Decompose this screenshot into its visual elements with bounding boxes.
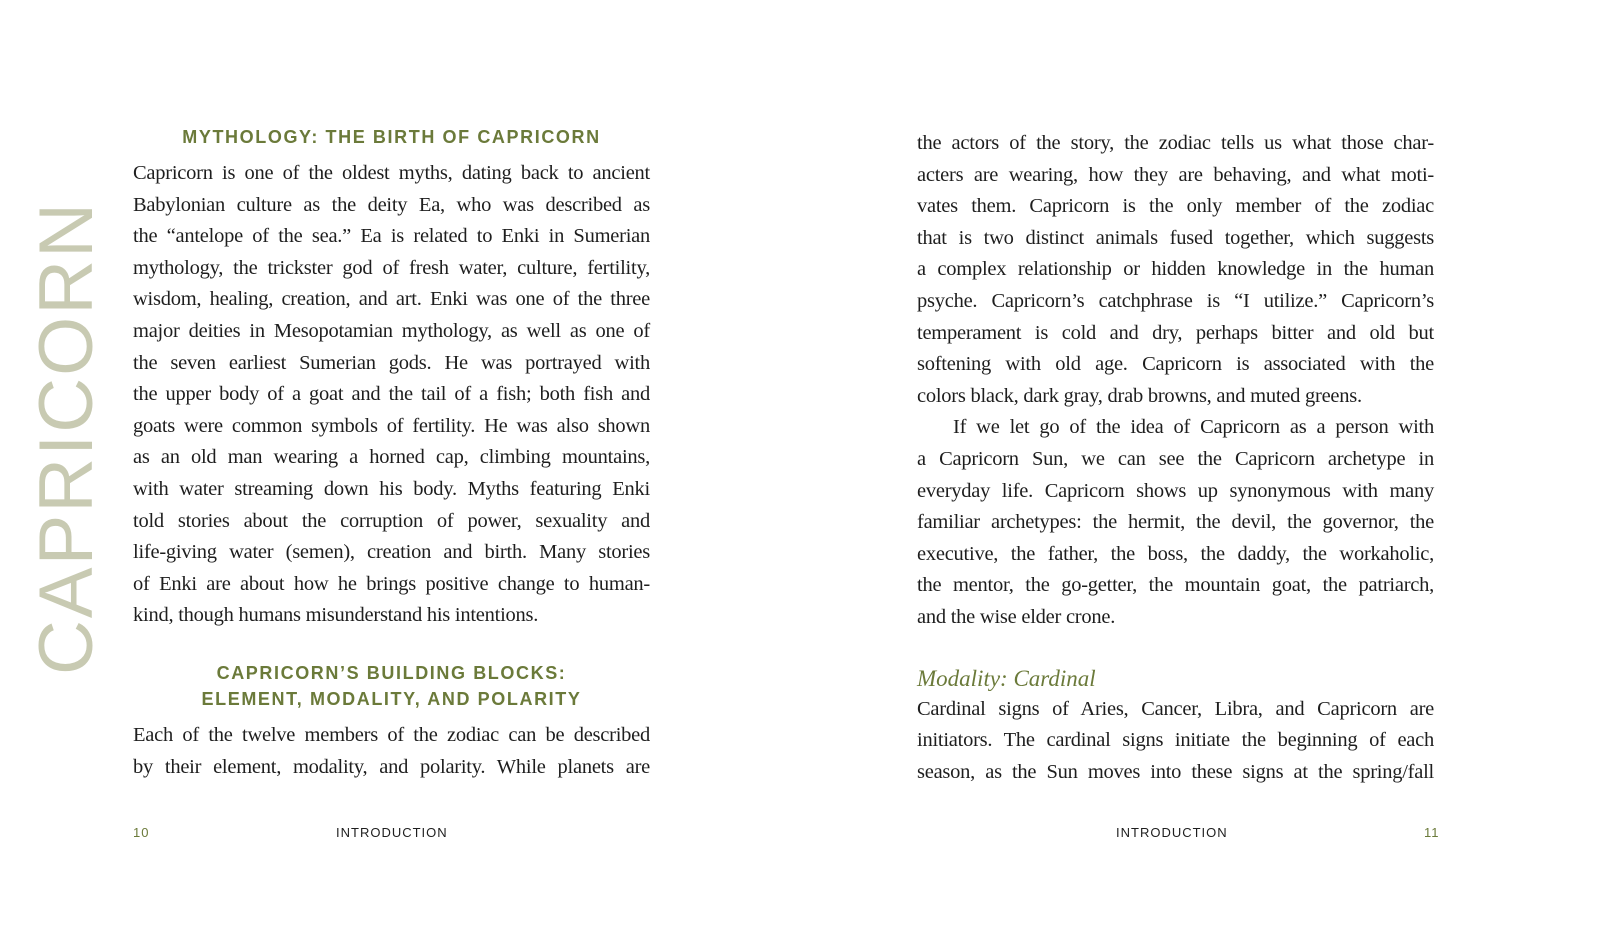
paragraph-continued — [917, 128, 1434, 412]
side-title: CAPRICORN — [24, 200, 109, 675]
text-line: that is two distinct animals fused together, which suggests — [917, 226, 1434, 249]
running-head: INTRODUCTION — [336, 825, 448, 840]
text-line: colors black, dark gray, drab browns, and muted greens. — [917, 384, 1362, 407]
text-line: the mentor, the go-getter, the mountain goat, the patriarch, — [917, 574, 1434, 597]
section-heading-mythology: MYTHOLOGY: THE BIRTH OF CAPRICORN — [182, 127, 601, 147]
text-line: softening with old age. Capricorn is associated with the — [917, 353, 1434, 376]
text-line: Capricorn is one of the oldest myths, dating back to ancient — [133, 162, 650, 184]
text-line: initiators. The cardinal signs initiate the beginning of each — [917, 729, 1434, 752]
text-line: kind, though humans misunderstand his intentions. — [133, 604, 539, 627]
right-page — [800, 0, 1600, 927]
text-line: mythology, the trickster god of fresh water, culture, fertility, — [133, 256, 650, 279]
text-line: If we let go of the idea of Capricorn as a person with — [953, 416, 1434, 439]
text-line: executive, the father, the boss, the daddy, the workaholic, — [917, 542, 1434, 565]
heading-line: ELEMENT, MODALITY, AND POLARITY — [201, 688, 582, 709]
text-line: acters are wearing, how they are behaving, and what moti- — [917, 163, 1434, 186]
text-line: the seven earliest Sumerian gods. He was portrayed with — [133, 351, 650, 374]
text-line: and the wise elder crone. — [917, 605, 1116, 628]
text-line: Babylonian culture as the deity Ea, who was described as — [133, 193, 650, 216]
paragraph-modality — [917, 694, 1434, 789]
text-line: vates them. Capricorn is the only member of the zodiac — [917, 195, 1434, 218]
paragraph-mythology — [133, 158, 650, 632]
page-number: 10 — [133, 825, 150, 840]
text-line: a complex relationship or hidden knowledge in the human — [917, 258, 1434, 281]
text-line: familiar archetypes: the hermit, the devil, the governor, the — [917, 511, 1434, 534]
text-line: psyche. Capricorn’s catchphrase is “I utilize.” Capricorn’s — [917, 289, 1434, 312]
text-line: as an old man wearing a horned cap, climbing mountains, — [133, 446, 650, 469]
text-line: of Enki are about how he brings positive change to human- — [133, 572, 650, 595]
text-line: everyday life. Capricorn shows up synonymous with many — [917, 479, 1434, 502]
running-head: INTRODUCTION — [1116, 825, 1228, 840]
text-line: goats were common symbols of fertility. He was also shown — [133, 414, 650, 437]
text-line: Cardinal signs of Aries, Cancer, Libra, and Capricorn are — [917, 697, 1434, 720]
section-heading-building-blocks — [133, 660, 650, 712]
text-line: told stories about the corruption of power, sexuality and — [133, 509, 650, 532]
text-line: temperament is cold and dry, perhaps bitter and old but — [917, 321, 1434, 344]
text-line: life-giving water (semen), creation and birth. Many stories — [133, 541, 650, 564]
text-line: wisdom, healing, creation, and art. Enki was one of the three — [133, 288, 650, 311]
text-line: by their element, modality, and polarity. While planets are — [133, 755, 650, 778]
text-line: with water streaming down his body. Myths featuring Enki — [133, 477, 650, 500]
text-line: major deities in Mesopotamian mythology, as well as one of — [133, 319, 650, 342]
paragraph-building-blocks — [133, 720, 650, 783]
subheading-modality: Modality: Cardinal — [917, 665, 1096, 691]
paragraph-archetypes — [917, 412, 1434, 633]
text-line: the actors of the story, the zodiac tells us what those char- — [917, 132, 1434, 154]
page-number: 11 — [1424, 825, 1440, 840]
text-line: the upper body of a goat and the tail of a fish; both fish and — [133, 383, 650, 406]
text-line: Each of the twelve members of the zodiac can be described — [133, 723, 650, 746]
text-line: season, as the Sun moves into these signs at the spring/fall — [917, 760, 1434, 783]
heading-line: CAPRICORN’S BUILDING BLOCKS: — [216, 662, 567, 683]
text-line: a Capricorn Sun, we can see the Capricorn archetype in — [917, 447, 1434, 470]
text-line: the “antelope of the sea.” Ea is related to Enki in Sumerian — [133, 225, 650, 248]
